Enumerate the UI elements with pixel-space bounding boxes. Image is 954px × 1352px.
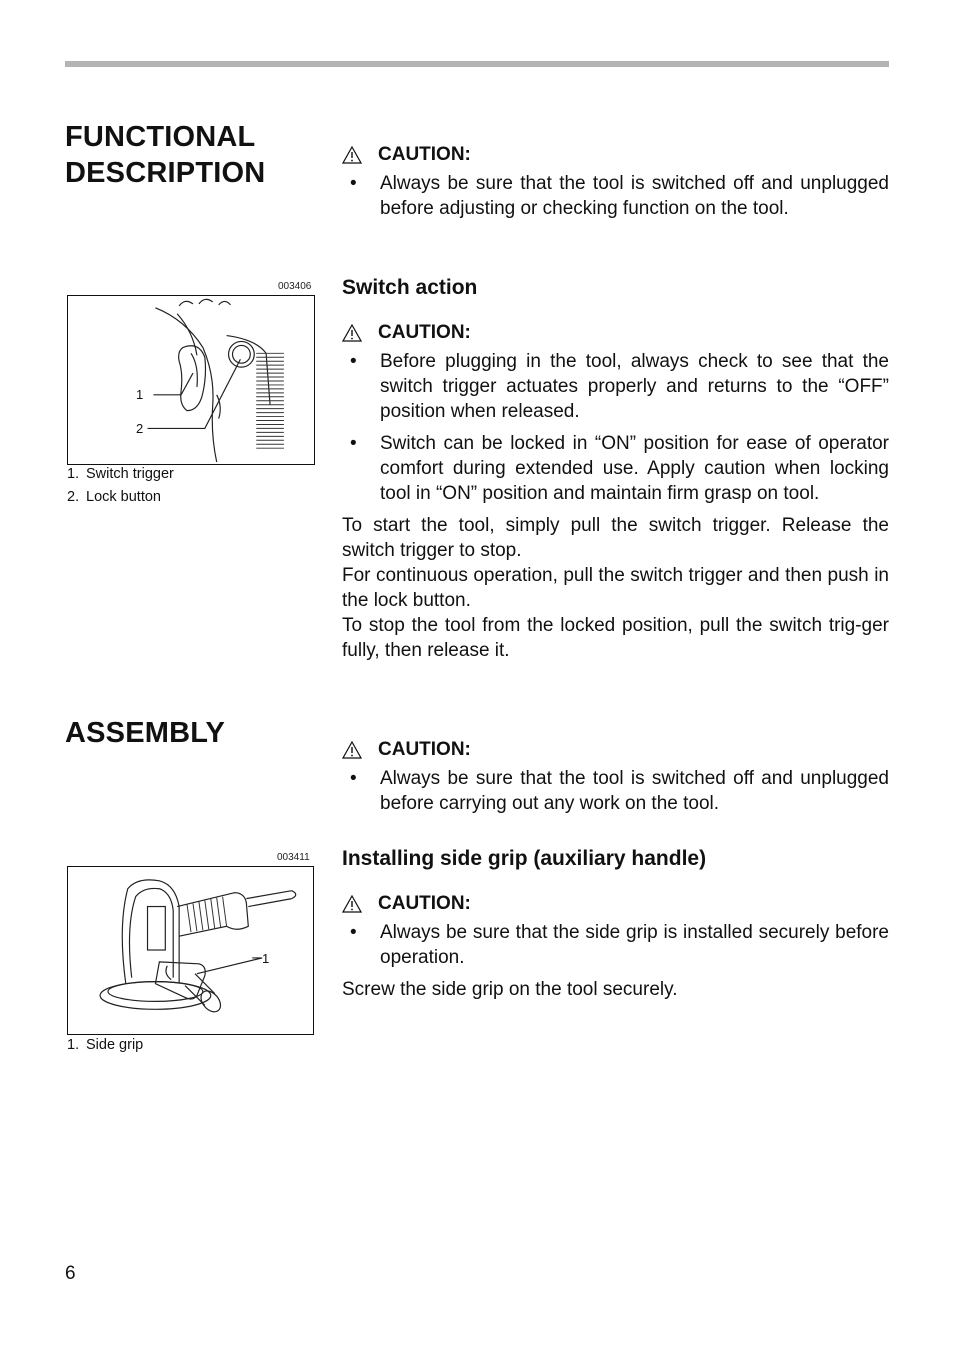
caution-label: CAUTION: [342, 142, 889, 167]
caution-label: CAUTION: [342, 320, 889, 345]
caution-label: CAUTION: [342, 891, 889, 916]
warning-icon [342, 741, 362, 759]
caution-label: CAUTION: [342, 737, 889, 762]
side-grip-figure-legend [67, 1034, 143, 1057]
switch-figure [67, 295, 315, 465]
heading-line-1: FUNCTIONAL [65, 121, 256, 153]
legend-item: 2. Lock button [67, 489, 161, 505]
switch-action-block [342, 274, 889, 663]
figure-code: 003411 [277, 852, 310, 863]
side-grip-illustration [68, 867, 313, 1034]
side-grip-figure [67, 866, 314, 1035]
callout-1: 1 [262, 951, 270, 966]
paragraph: For continuous operation, pull the switch trigger and then push in the lock button. [342, 565, 889, 611]
warning-icon [342, 324, 362, 342]
switch-illustration [68, 296, 314, 464]
callout-1: 1 [136, 387, 144, 402]
switch-figure-legend [67, 463, 174, 509]
warning-icon [342, 895, 362, 913]
bullet-item: • Always be sure that the tool is switched off and unplugged before carrying out any work on the tool. [350, 768, 889, 814]
subheading-side-grip: Installing side grip (auxiliary handle) [342, 847, 707, 870]
section-heading-assembly: ASSEMBLY [65, 717, 226, 749]
side-grip-block [342, 845, 889, 1002]
legend-item: 1. Side grip [67, 1037, 144, 1053]
paragraph: Screw the side grip on the tool securely. [342, 979, 678, 1000]
top-rule [65, 61, 889, 67]
warning-icon [342, 146, 362, 164]
paragraph: To stop the tool from the locked position, pull the switch trig-ger fully, then release it. [342, 615, 889, 661]
bullet-item: • Before plugging in the tool, always check to see that the switch trigger actuates properly and returns to the “OFF” position when released. [350, 351, 889, 422]
bullet-item: • Always be sure that the side grip is installed securely before operation. [350, 922, 889, 968]
page-number: 6 [65, 1263, 76, 1284]
caution-block-assembly [342, 737, 889, 823]
callout-2: 2 [136, 421, 144, 436]
paragraph: To start the tool, simply pull the switch trigger. Release the switch trigger to stop. [342, 515, 889, 561]
bullet-item: • Always be sure that the tool is switched off and unplugged before adjusting or checking function on the tool. [350, 173, 889, 219]
section-heading-functional-description [65, 119, 265, 191]
caution-block-functional [342, 142, 889, 228]
heading-line-2: DESCRIPTION [65, 157, 266, 189]
bullet-item: • Switch can be locked in “ON” position for ease of operator comfort during extended use. Apply caution when locking tool in “ON” position and maintain firm grasp on tool. [350, 433, 889, 504]
legend-item: 1. Switch trigger [67, 466, 174, 482]
subheading-switch-action: Switch action [342, 276, 478, 299]
figure-code: 003406 [278, 281, 312, 292]
